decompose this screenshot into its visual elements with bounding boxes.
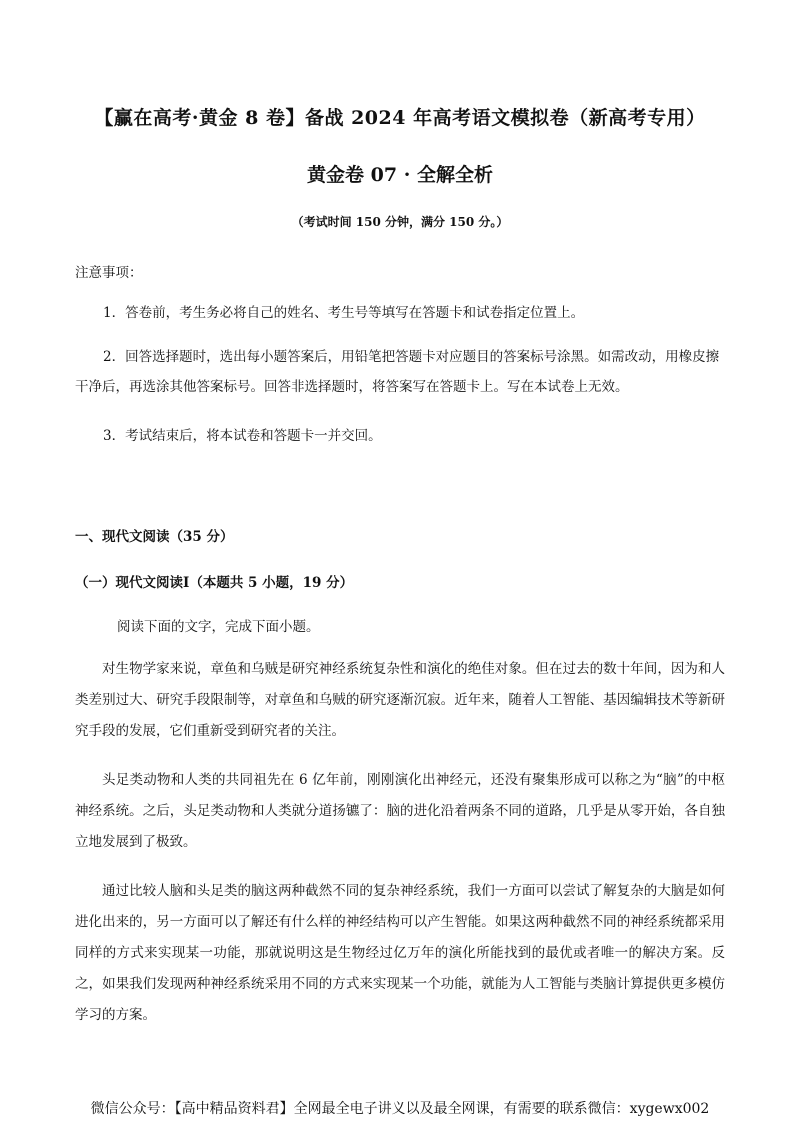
section-subheading: （一）现代文阅读Ⅰ（本题共 5 小题，19 分）	[75, 575, 354, 591]
notice-heading: 注意事项：	[75, 265, 143, 281]
reading-instruction: 阅读下面的文字，完成下面小题。	[117, 619, 320, 635]
notice-item: 2．回答选择题时，选出每小题答案后，用铅笔把答题卡对应题目的答案标号涂黑。如需改动，用橡皮擦干净后，再选涂其他答案标号。回答非选择题时，将答案写在答题卡上。写在本试卷上无效。	[75, 349, 720, 395]
passage-paragraph: 通过比较人脑和头足类的脑这两种截然不同的复杂神经系统，我们一方面可以尝试了解复杂的大脑是如何进化出来的，另一方面可以了解还有什么样的神经结构可以产生智能。如果这两种截然不同的神经系统都采用同样的方式来实现某一功能，那就说明这是生物经过亿万年的演化所能找到的最优或者唯一的解决方案。反之，如果我们发现两种神经系统采用不同的方式来实现某一个功能，就能为人工智能与类脑计算提供更多模仿学习的方案。	[75, 883, 725, 1023]
section-heading: 一、现代文阅读（35 分）	[75, 529, 234, 545]
document-subtitle: 黄金卷 07 · 全解全析	[307, 164, 493, 186]
document-title: 【赢在高考·黄金 8 卷】备战 2024 年高考语文模拟卷（新高考专用）	[94, 107, 706, 129]
passage-paragraph: 头足类动物和人类的共同祖先在 6 亿年前，刚刚演化出神经元，还没有聚集形成可以称之为“脑”的中枢神经系统。之后，头足类动物和人类就分道扬镳了：脑的进化沿着两条不同的道路，几乎是从零开始，各自独立地发展到了极致。	[75, 772, 725, 850]
notice-item: 1．答卷前，考生务必将自己的姓名、考生号等填写在答题卡和试卷指定位置上。	[103, 305, 585, 321]
passage-paragraph: 对生物学家来说，章鱼和乌贼是研究神经系统复杂性和演化的绝佳对象。但在过去的数十年间，因为和人类差别过大、研究手段限制等，对章鱼和乌贼的研究逐渐沉寂。近年来，随着人工智能、基因编辑技术等新研究手段的发展，它们重新受到研究者的关注。	[75, 661, 725, 739]
exam-time-note: （考试时间 150 分钟，满分 150 分。）	[291, 215, 509, 229]
page-footer: 微信公众号：【高中精品资料君】全网最全电子讲义以及最全网课，有需要的联系微信：xygewx002	[90, 1101, 710, 1117]
notice-item: 3．考试结束后，将本试卷和答题卡一并交回。	[103, 428, 382, 444]
